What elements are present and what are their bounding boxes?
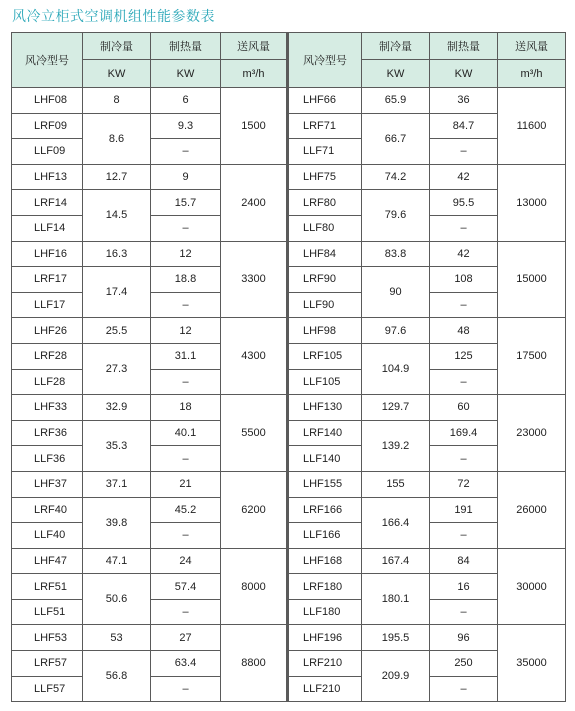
- model-cell: LRF105: [288, 343, 362, 369]
- cooling-cell: 129.7: [362, 395, 430, 421]
- model-cell: LRF210: [288, 651, 362, 677]
- table-row: [12, 113, 566, 139]
- model-cell: LRF40: [12, 497, 83, 523]
- table-row: [12, 343, 566, 369]
- model-cell: LLF28: [12, 369, 83, 395]
- cooling-cell: 39.8: [83, 497, 151, 548]
- heating-cell: 18: [151, 395, 221, 421]
- cooling-cell: 79.6: [362, 190, 430, 241]
- cooling-cell: 104.9: [362, 343, 430, 394]
- model-cell: LHF37: [12, 471, 83, 497]
- spec-table: [11, 32, 566, 702]
- heating-cell: 125: [430, 343, 498, 369]
- table-row: [12, 241, 566, 267]
- heating-cell: 42: [430, 241, 498, 267]
- heating-cell: 84.7: [430, 113, 498, 139]
- airflow-cell: 8000: [221, 548, 288, 625]
- header-model: 风冷型号: [12, 33, 83, 88]
- header-airflow: 送风量: [221, 33, 288, 60]
- model-cell: LRF57: [12, 651, 83, 677]
- heating-cell: 16: [430, 574, 498, 600]
- cooling-cell: 97.6: [362, 318, 430, 344]
- model-cell: LLF09: [12, 139, 83, 165]
- heating-cell: –: [151, 369, 221, 395]
- model-cell: LRF51: [12, 574, 83, 600]
- table-row: [12, 318, 566, 344]
- cooling-cell: 74.2: [362, 164, 430, 190]
- heating-cell: 27: [151, 625, 221, 651]
- heating-cell: –: [430, 139, 498, 165]
- model-cell: LRF180: [288, 574, 362, 600]
- heating-cell: 9.3: [151, 113, 221, 139]
- model-cell: LLF105: [288, 369, 362, 395]
- cooling-cell: 90: [362, 267, 430, 318]
- cooling-cell: 155: [362, 471, 430, 497]
- heating-cell: –: [151, 139, 221, 165]
- airflow-cell: 11600: [498, 88, 566, 165]
- model-cell: LRF90: [288, 267, 362, 293]
- heating-cell: 57.4: [151, 574, 221, 600]
- cooling-cell: 12.7: [83, 164, 151, 190]
- heating-cell: 84: [430, 548, 498, 574]
- model-cell: LLF80: [288, 215, 362, 241]
- model-cell: LLF210: [288, 676, 362, 702]
- heating-cell: 191: [430, 497, 498, 523]
- header-cooling: 制冷量: [83, 33, 151, 60]
- model-cell: LLF40: [12, 523, 83, 549]
- airflow-cell: 23000: [498, 395, 566, 472]
- cooling-cell: 27.3: [83, 343, 151, 394]
- model-cell: LRF09: [12, 113, 83, 139]
- cooling-cell: 65.9: [362, 88, 430, 114]
- airflow-cell: 8800: [221, 625, 288, 702]
- table-row: [12, 395, 566, 421]
- airflow-cell: 6200: [221, 471, 288, 548]
- heating-cell: –: [151, 599, 221, 625]
- heating-cell: 12: [151, 318, 221, 344]
- heating-cell: –: [430, 599, 498, 625]
- heating-cell: –: [151, 676, 221, 702]
- airflow-cell: 15000: [498, 241, 566, 318]
- heating-cell: 108: [430, 267, 498, 293]
- table-row: [12, 625, 566, 651]
- header-row: [12, 33, 566, 60]
- model-cell: LHF53: [12, 625, 83, 651]
- cooling-cell: 167.4: [362, 548, 430, 574]
- cooling-cell: 8: [83, 88, 151, 114]
- heating-cell: –: [430, 446, 498, 472]
- model-cell: LRF28: [12, 343, 83, 369]
- model-cell: LRF14: [12, 190, 83, 216]
- model-cell: LHF75: [288, 164, 362, 190]
- cooling-cell: 14.5: [83, 190, 151, 241]
- heating-cell: 72: [430, 471, 498, 497]
- header-heating: 制热量: [430, 33, 498, 60]
- heating-cell: 9: [151, 164, 221, 190]
- model-cell: LHF130: [288, 395, 362, 421]
- airflow-cell: 13000: [498, 164, 566, 241]
- page-title: 风冷立柜式空调机组性能参数表: [12, 9, 215, 25]
- cooling-cell: 35.3: [83, 420, 151, 471]
- cooling-cell: 209.9: [362, 651, 430, 702]
- heating-cell: 169.4: [430, 420, 498, 446]
- model-cell: LHF08: [12, 88, 83, 114]
- cooling-cell: 53: [83, 625, 151, 651]
- heating-cell: 15.7: [151, 190, 221, 216]
- model-cell: LHF33: [12, 395, 83, 421]
- table-row: [12, 497, 566, 523]
- table-row: [12, 548, 566, 574]
- heating-cell: 45.2: [151, 497, 221, 523]
- table-row: [12, 190, 566, 216]
- model-cell: LLF51: [12, 599, 83, 625]
- heating-cell: 21: [151, 471, 221, 497]
- model-cell: LHF196: [288, 625, 362, 651]
- cooling-cell: 8.6: [83, 113, 151, 164]
- table-row: [12, 267, 566, 293]
- cooling-cell: 37.1: [83, 471, 151, 497]
- unit-airflow: m³/h: [221, 60, 288, 88]
- heating-cell: 95.5: [430, 190, 498, 216]
- heating-cell: –: [430, 369, 498, 395]
- airflow-cell: 30000: [498, 548, 566, 625]
- heating-cell: 48: [430, 318, 498, 344]
- heating-cell: 6: [151, 88, 221, 114]
- heating-cell: 96: [430, 625, 498, 651]
- heating-cell: 42: [430, 164, 498, 190]
- airflow-cell: 4300: [221, 318, 288, 395]
- model-cell: LRF80: [288, 190, 362, 216]
- heating-cell: –: [430, 523, 498, 549]
- model-cell: LHF16: [12, 241, 83, 267]
- heating-cell: –: [430, 292, 498, 318]
- cooling-cell: 83.8: [362, 241, 430, 267]
- cooling-cell: 25.5: [83, 318, 151, 344]
- unit-heating: KW: [430, 60, 498, 88]
- heating-cell: –: [430, 676, 498, 702]
- cooling-cell: 17.4: [83, 267, 151, 318]
- airflow-cell: 26000: [498, 471, 566, 548]
- heating-cell: 60: [430, 395, 498, 421]
- model-cell: LLF14: [12, 215, 83, 241]
- cooling-cell: 66.7: [362, 113, 430, 164]
- heating-cell: –: [151, 215, 221, 241]
- model-cell: LLF71: [288, 139, 362, 165]
- airflow-cell: 3300: [221, 241, 288, 318]
- heating-cell: 63.4: [151, 651, 221, 677]
- model-cell: LRF36: [12, 420, 83, 446]
- heating-cell: 24: [151, 548, 221, 574]
- table-row: [12, 574, 566, 600]
- model-cell: LHF26: [12, 318, 83, 344]
- cooling-cell: 166.4: [362, 497, 430, 548]
- model-cell: LRF71: [288, 113, 362, 139]
- unit-airflow: m³/h: [498, 60, 566, 88]
- heating-cell: –: [151, 446, 221, 472]
- cooling-cell: 32.9: [83, 395, 151, 421]
- header-cooling: 制冷量: [362, 33, 430, 60]
- table-row: [12, 651, 566, 677]
- table-row: [12, 164, 566, 190]
- airflow-cell: 17500: [498, 318, 566, 395]
- header-model: 风冷型号: [288, 33, 362, 88]
- heating-cell: 36: [430, 88, 498, 114]
- cooling-cell: 50.6: [83, 574, 151, 625]
- heating-cell: –: [151, 292, 221, 318]
- header-heating: 制热量: [151, 33, 221, 60]
- model-cell: LLF140: [288, 446, 362, 472]
- heating-cell: 250: [430, 651, 498, 677]
- model-cell: LRF140: [288, 420, 362, 446]
- cooling-cell: 180.1: [362, 574, 430, 625]
- model-cell: LHF84: [288, 241, 362, 267]
- model-cell: LLF57: [12, 676, 83, 702]
- cooling-cell: 195.5: [362, 625, 430, 651]
- table-row: [12, 471, 566, 497]
- heating-cell: 40.1: [151, 420, 221, 446]
- model-cell: LHF98: [288, 318, 362, 344]
- model-cell: LRF166: [288, 497, 362, 523]
- model-cell: LLF90: [288, 292, 362, 318]
- table-row: [12, 88, 566, 114]
- airflow-cell: 1500: [221, 88, 288, 165]
- header-airflow: 送风量: [498, 33, 566, 60]
- model-cell: LHF168: [288, 548, 362, 574]
- heating-cell: –: [430, 215, 498, 241]
- airflow-cell: 2400: [221, 164, 288, 241]
- airflow-cell: 35000: [498, 625, 566, 702]
- model-cell: LHF13: [12, 164, 83, 190]
- unit-heating: KW: [151, 60, 221, 88]
- table-row: [12, 420, 566, 446]
- model-cell: LHF155: [288, 471, 362, 497]
- cooling-cell: 16.3: [83, 241, 151, 267]
- model-cell: LHF47: [12, 548, 83, 574]
- model-cell: LLF17: [12, 292, 83, 318]
- model-cell: LLF180: [288, 599, 362, 625]
- cooling-cell: 47.1: [83, 548, 151, 574]
- model-cell: LRF17: [12, 267, 83, 293]
- airflow-cell: 5500: [221, 395, 288, 472]
- model-cell: LLF166: [288, 523, 362, 549]
- unit-cooling: KW: [83, 60, 151, 88]
- heating-cell: 31.1: [151, 343, 221, 369]
- unit-cooling: KW: [362, 60, 430, 88]
- cooling-cell: 139.2: [362, 420, 430, 471]
- heating-cell: 12: [151, 241, 221, 267]
- heating-cell: 18.8: [151, 267, 221, 293]
- cooling-cell: 56.8: [83, 651, 151, 702]
- heating-cell: –: [151, 523, 221, 549]
- model-cell: LLF36: [12, 446, 83, 472]
- model-cell: LHF66: [288, 88, 362, 114]
